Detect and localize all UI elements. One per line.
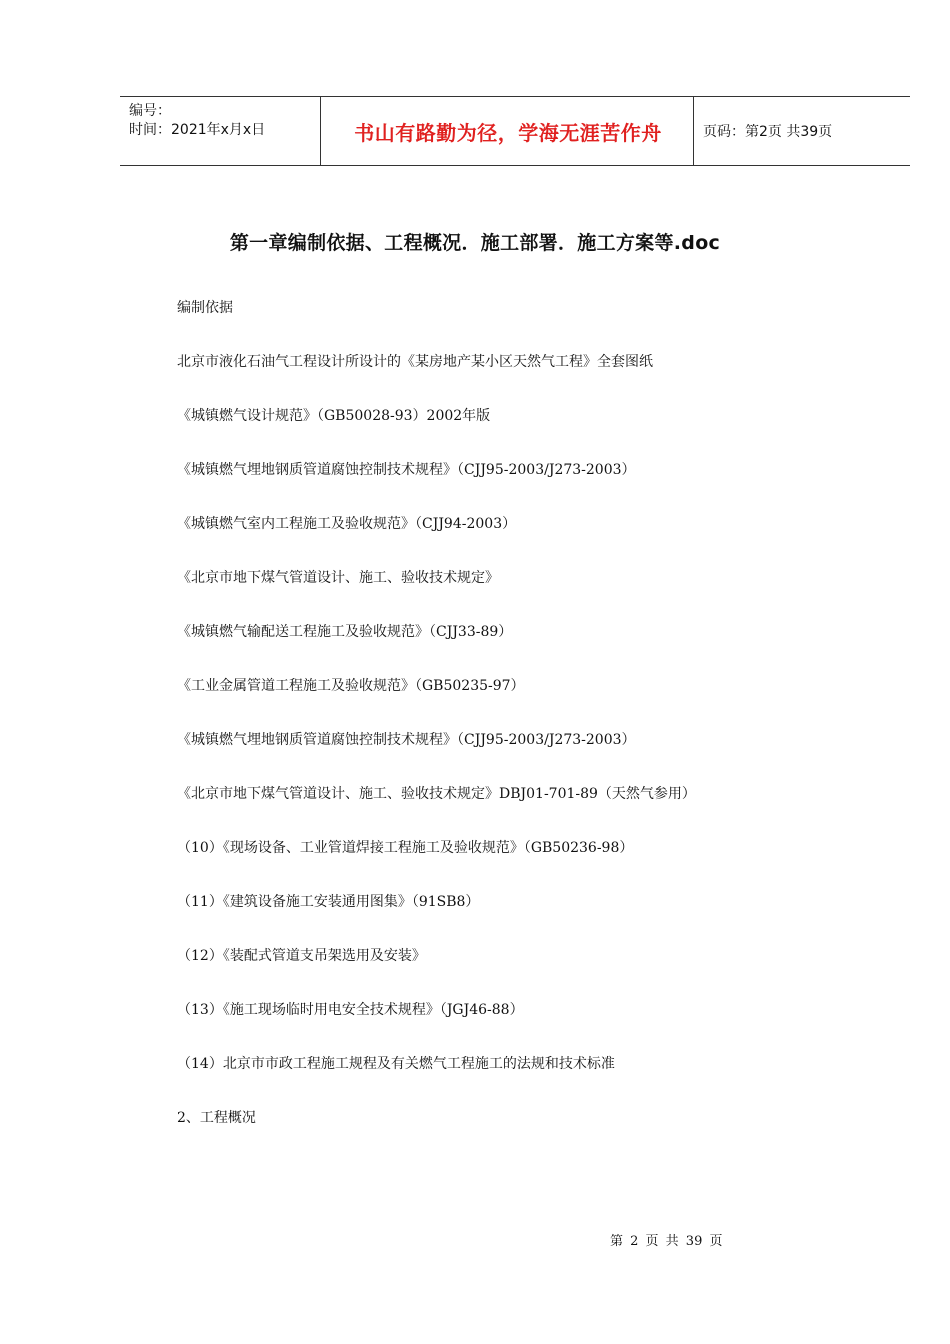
code-label: 编号：	[129, 103, 171, 119]
body-line: 《城镇燃气埋地钢质管道腐蚀控制技术规程》（CJJ95-2003/J273-2003）	[177, 732, 636, 748]
page-info: 页码：第2页 共39页	[703, 124, 833, 140]
body-line: 《工业金属管道工程施工及验收规范》（GB50235-97）	[177, 678, 525, 694]
time-label: 时间：	[129, 122, 171, 138]
body-line: 《城镇燃气输配送工程施工及验收规范》（CJJ33-89）	[177, 624, 513, 640]
body-line: （11）《建筑设备施工安装通用图集》（91SB8）	[177, 894, 480, 910]
body-line: 《城镇燃气埋地钢质管道腐蚀控制技术规程》（CJJ95-2003/J273-2003）	[177, 462, 636, 478]
body-line: （14）北京市市政工程施工规程及有关燃气工程施工的法规和技术标准	[177, 1056, 615, 1072]
body-line: 《城镇燃气室内工程施工及验收规范》（CJJ94-2003）	[177, 516, 517, 532]
header-page-cell	[694, 97, 910, 165]
body-line: 《北京市地下煤气管道设计、施工、验收技术规定》	[177, 570, 499, 586]
document-body	[177, 296, 897, 1160]
body-line: 《城镇燃气设计规范》（GB50028-93）2002年版	[177, 408, 491, 424]
body-line: （13）《施工现场临时用电安全技术规程》（JGJ46-88）	[177, 1002, 524, 1018]
body-line: 北京市液化石油气工程设计所设计的《某房地产某小区天然气工程》全套图纸	[177, 354, 653, 370]
body-line: （10）《现场设备、工业管道焊接工程施工及验收规范》（GB50236-98）	[177, 840, 634, 856]
time-value: 2021年x月x日	[171, 122, 266, 138]
body-line: 2、工程概况	[177, 1110, 256, 1126]
body-line: （12）《装配式管道支吊架选用及安装》	[177, 948, 426, 964]
page-header	[120, 96, 910, 166]
document-title: 第一章编制依据、工程概况．施工部署．施工方案等.doc	[229, 232, 721, 254]
page-footer: 第 2 页 共 39 页	[610, 1234, 723, 1249]
body-line: 编制依据	[177, 300, 233, 316]
header-meta-cell	[120, 97, 321, 165]
header-motto-cell	[321, 97, 694, 165]
motto-text: 书山有路勤为径，学海无涯苦作舟	[354, 120, 662, 145]
body-line: 《北京市地下煤气管道设计、施工、验收技术规定》DBJ01-701-89（天然气参用）	[177, 786, 696, 802]
time-line	[129, 119, 265, 139]
